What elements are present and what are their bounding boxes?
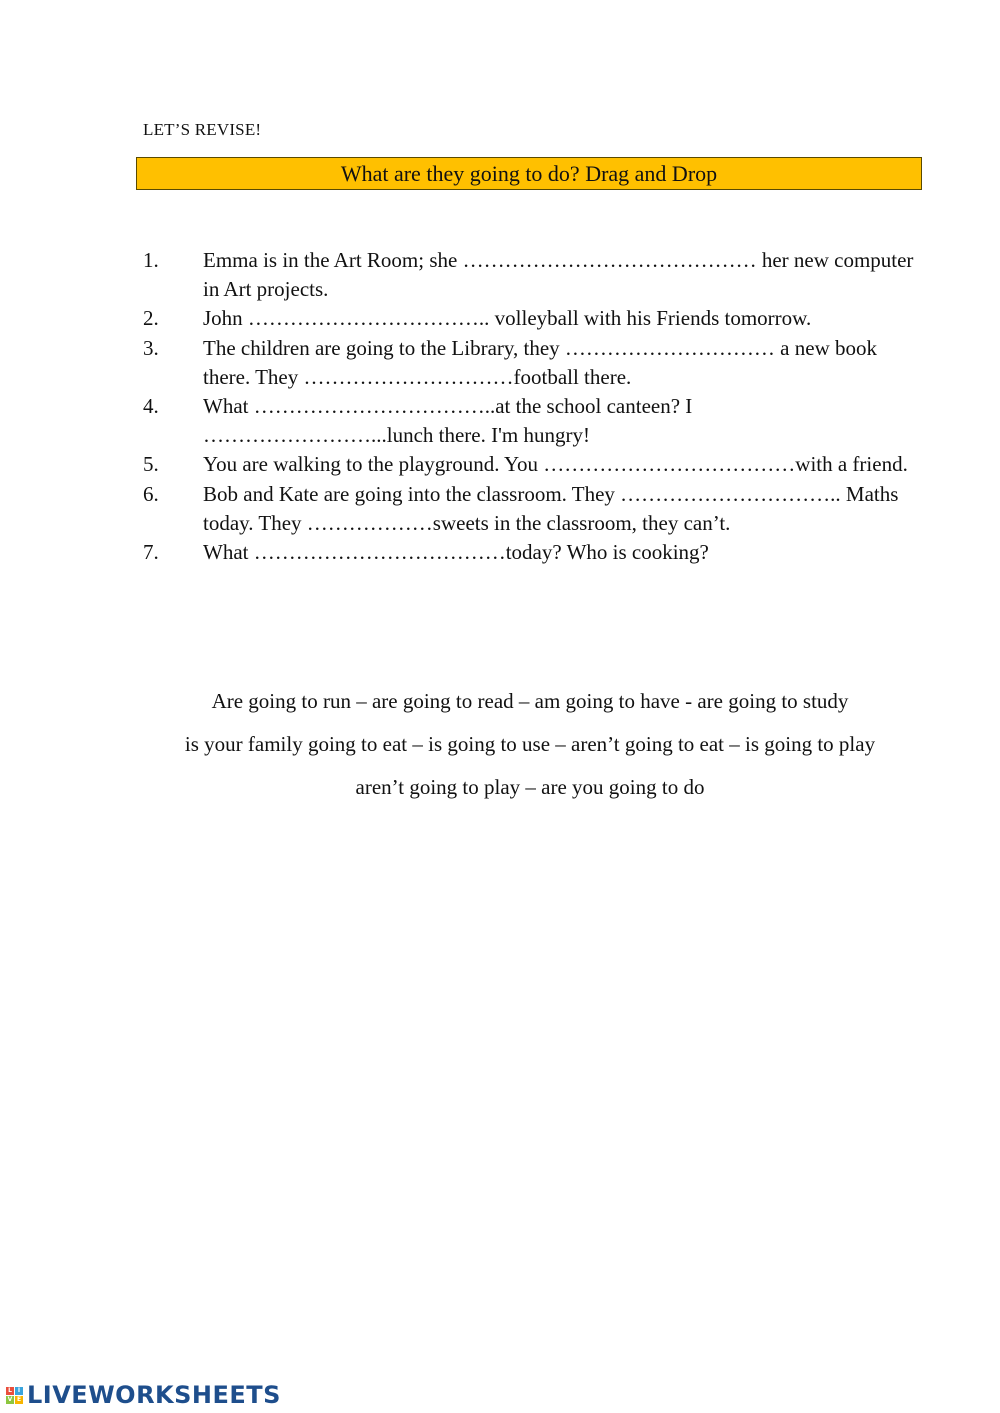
exercise-number: 4. xyxy=(143,394,159,419)
exercise-sentence: Bob and Kate are going into the classroom. They ………………………….. Maths today. They ………………sweets in the classroom, they can’t. xyxy=(203,481,899,535)
exercise-number: 3. xyxy=(143,335,159,360)
exercise-item xyxy=(143,304,918,333)
liveworksheets-logo[interactable] xyxy=(6,1381,281,1409)
logo-blocks-icon xyxy=(6,1387,23,1404)
logo-text: LIVEWORKSHEETS xyxy=(27,1381,281,1409)
exercise-number: 5. xyxy=(143,452,159,477)
exercise-item xyxy=(143,480,918,538)
exercise-list xyxy=(143,246,918,567)
exercise-sentence: Emma is in the Art Room; she …………………………………… her new computer in Art projects. xyxy=(203,248,914,302)
logo-block: L xyxy=(6,1387,14,1395)
instruction-title: What are they going to do? Drag and Drop xyxy=(340,160,718,186)
exercise-number: 2. xyxy=(143,306,159,331)
logo-block: E xyxy=(16,1395,22,1403)
exercise-number: 1. xyxy=(143,248,159,272)
instruction-banner xyxy=(136,157,922,190)
exercise-item xyxy=(143,392,918,450)
exercise-sentence: John …………………………….. volleyball with his Friends tomorrow. xyxy=(203,306,812,331)
exercise-sentence: The children are going to the Library, they ………………………… a new book there. They …………………………football there. xyxy=(203,335,877,389)
word-bank xyxy=(130,680,930,809)
exercise-item xyxy=(143,246,918,304)
logo-block: I xyxy=(15,1387,23,1395)
logo-block: V xyxy=(7,1395,13,1403)
exercise-sentence: You are walking to the playground. You ………………………………with a friend. xyxy=(203,452,908,477)
revise-heading: LET’S REVISE! xyxy=(143,120,262,139)
exercise-item xyxy=(143,450,918,479)
exercise-sentence: What ……………………………..at the school canteen? I ……………………...lunch there. I'm hungry! xyxy=(203,394,693,448)
exercise-number: 6. xyxy=(143,481,159,506)
exercise-sentence: What ………………………………today? Who is cooking? xyxy=(203,540,709,565)
word-bank-line: aren’t going to play – are you going to do xyxy=(355,775,705,799)
word-bank-line: is your family going to eat – is going to use – aren’t going to eat – is going to play xyxy=(184,732,876,756)
exercise-item xyxy=(143,334,918,392)
exercise-number: 7. xyxy=(143,540,159,565)
word-bank-line: Are going to run – are going to read – am going to have - are going to study xyxy=(211,689,849,713)
exercise-item xyxy=(143,538,918,567)
